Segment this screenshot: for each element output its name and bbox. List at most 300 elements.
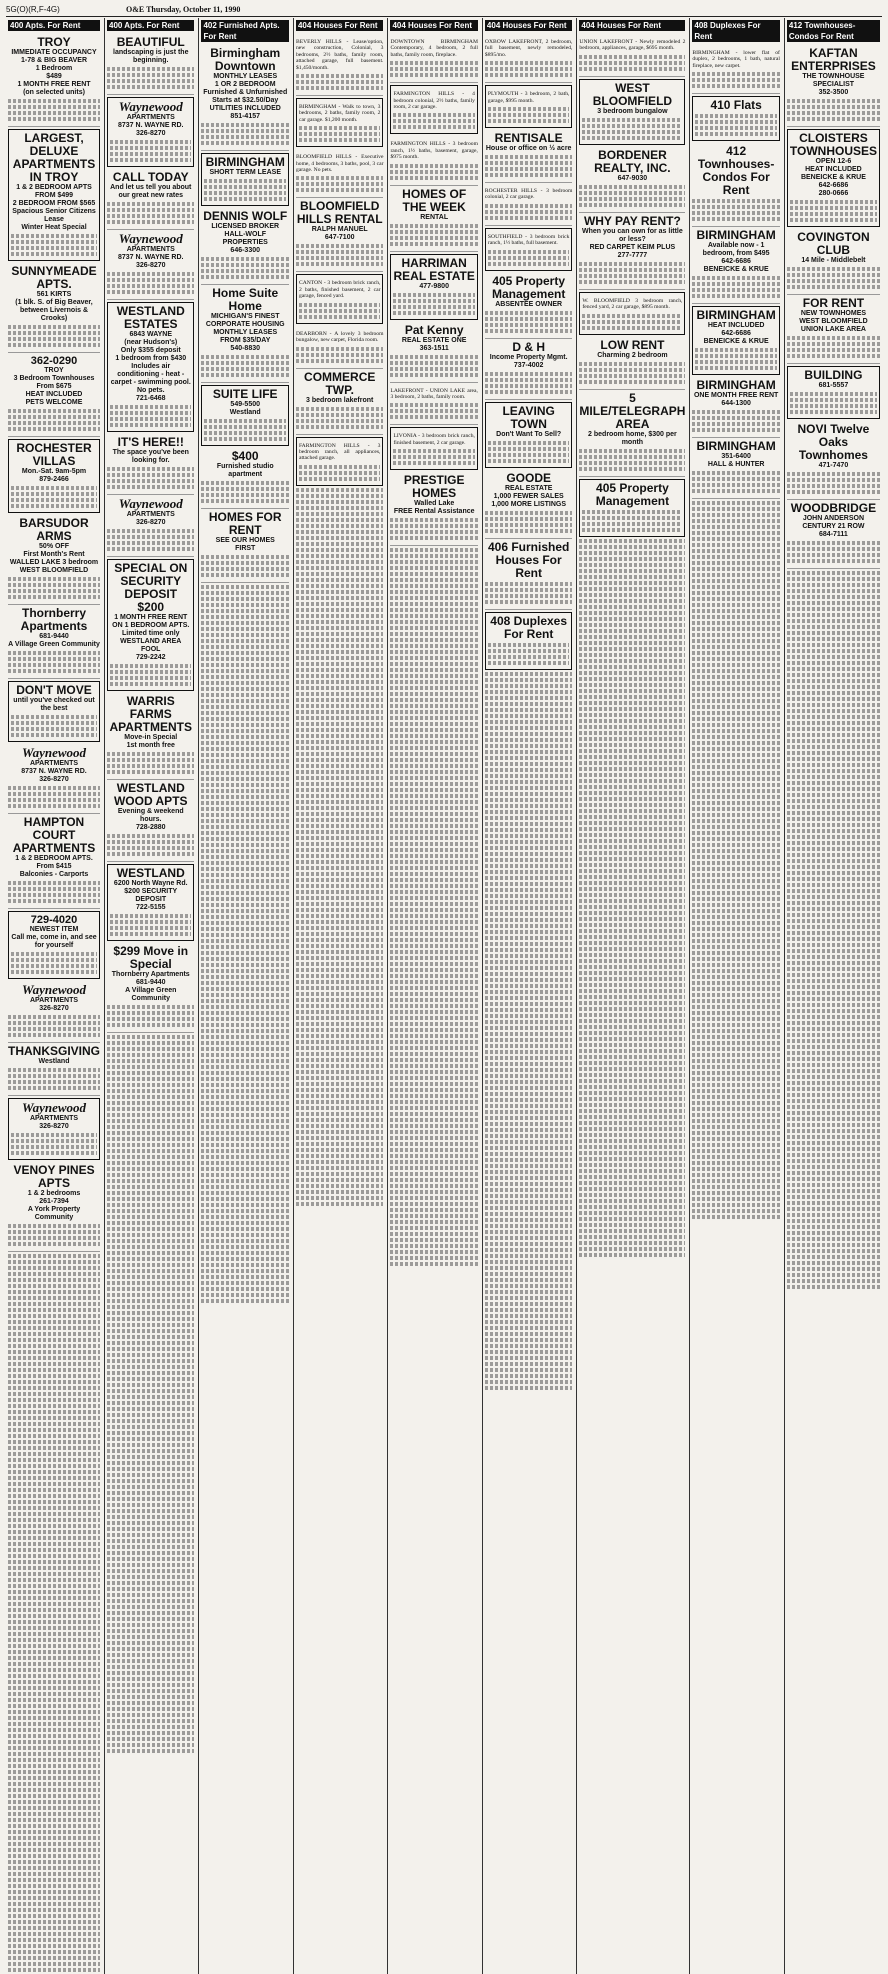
ad-title: FOR RENT — [802, 296, 865, 310]
body-text-filler — [692, 1011, 779, 1015]
classified-ad — [107, 434, 194, 495]
ad-text-filler — [485, 73, 572, 77]
ad-text-filler — [695, 366, 776, 370]
body-text-filler — [579, 563, 685, 567]
body-text-filler — [579, 1169, 685, 1173]
body-text-filler — [390, 752, 477, 756]
body-text-filler — [390, 794, 477, 798]
ad-text-filler — [485, 329, 572, 333]
body-text-filler — [8, 1896, 100, 1900]
ad-title: COMMERCE TWP. — [304, 369, 376, 397]
body-text-filler — [787, 1009, 880, 1013]
body-text-filler — [8, 1878, 100, 1882]
body-text-filler — [787, 601, 880, 605]
classified-ad — [296, 326, 383, 369]
ad-title: VENOY PINES APTS — [13, 1163, 95, 1190]
ad-line: APARTMENTS — [126, 511, 175, 518]
ad-title: 408 Duplexes For Rent — [490, 613, 568, 641]
body-text-filler — [8, 1752, 100, 1756]
body-text-filler — [107, 1131, 194, 1135]
body-text-filler — [787, 835, 880, 839]
body-text-filler — [107, 1437, 194, 1441]
ad-text-filler — [8, 1015, 100, 1019]
body-text-filler — [579, 665, 685, 669]
body-text-filler — [296, 818, 383, 822]
body-text-filler — [8, 1398, 100, 1402]
ad-text-filler — [110, 676, 191, 680]
body-text-filler — [485, 696, 572, 700]
ad-text-filler — [485, 311, 572, 315]
ad-text-filler — [8, 331, 100, 335]
ad-text-filler — [110, 158, 191, 162]
display-ad — [110, 562, 191, 662]
ad-text: OXBOW LAKEFRONT, 2 bedroom, full basement, newly remodeled, $895/mo. — [484, 39, 573, 58]
ad-line: (on selected units) — [23, 89, 85, 96]
body-text-filler — [579, 539, 685, 543]
body-text-filler — [485, 798, 572, 802]
body-text-filler — [107, 1509, 194, 1513]
classified-ad — [579, 34, 685, 77]
ad-text-filler — [110, 926, 191, 930]
body-text-filler — [390, 680, 477, 684]
classified-ad — [107, 302, 194, 432]
body-text-filler — [201, 681, 288, 685]
ad-title: WESTLAND — [116, 866, 185, 880]
body-text-filler — [692, 903, 779, 907]
body-text-filler — [787, 991, 880, 995]
body-text-filler — [107, 1215, 194, 1219]
body-text-filler — [8, 1500, 100, 1504]
body-text-filler — [692, 1059, 779, 1063]
body-text-filler — [485, 1080, 572, 1084]
body-text-filler — [787, 1105, 880, 1109]
ad-text-filler — [692, 78, 779, 82]
ad-text-filler — [8, 786, 100, 790]
body-text-filler — [8, 1764, 100, 1768]
ad-text-filler — [107, 67, 194, 71]
body-text-filler — [201, 873, 288, 877]
body-text-filler — [201, 1005, 288, 1009]
ad-text-filler — [8, 99, 100, 103]
body-text-filler — [8, 1812, 100, 1816]
ad-text-filler — [485, 588, 572, 592]
ad-line: 561 KIRTS — [36, 291, 72, 298]
body-text-filler — [390, 740, 477, 744]
body-text-filler — [8, 1404, 100, 1408]
ad-title: 405 Property Management — [491, 273, 566, 301]
ad-line: APARTMENTS — [126, 246, 175, 253]
ad-line: Evening & weekend hours. — [117, 808, 184, 823]
ad-text-filler — [201, 567, 288, 571]
ad-text-filler — [485, 517, 572, 521]
ad-text-filler — [695, 126, 776, 130]
body-text-filler — [8, 1704, 100, 1708]
ad-text-filler — [11, 486, 97, 490]
body-text-filler — [201, 1257, 288, 1261]
ad-text-filler — [299, 132, 380, 136]
body-text-filler — [485, 918, 572, 922]
body-text-filler — [296, 1100, 383, 1104]
ad-text-filler — [692, 199, 779, 203]
body-text-filler — [579, 1235, 685, 1239]
ad-line: Furnished & Unfurnished — [203, 89, 288, 96]
ad-text-filler — [393, 449, 474, 453]
body-text-filler — [107, 1689, 194, 1693]
body-text-filler — [390, 704, 477, 708]
ad-title: BARSUDOR ARMS — [19, 516, 89, 543]
ad-text-filler — [296, 407, 383, 411]
ad-line: 681-9440 — [135, 979, 166, 986]
ad-text-filler — [296, 182, 383, 186]
body-text-filler — [296, 914, 383, 918]
body-text-filler — [579, 569, 685, 573]
body-text-filler — [8, 1614, 100, 1618]
body-text-filler — [296, 602, 383, 606]
body-text-filler — [485, 840, 572, 844]
body-text-filler — [787, 757, 880, 761]
body-text-filler — [390, 806, 477, 810]
body-text-filler — [8, 1872, 100, 1876]
body-text-filler — [8, 1542, 100, 1546]
body-text-filler — [201, 849, 288, 853]
body-text-filler — [692, 891, 779, 895]
ad-line: SHORT TERM LEASE — [209, 169, 281, 176]
body-text-filler — [390, 650, 477, 654]
body-text-filler — [8, 1860, 100, 1864]
ad-text-filler — [8, 1027, 100, 1031]
ad-line: WEST BLOOMFIELD — [799, 318, 868, 325]
ad-text: BLOOMFIELD HILLS - Executive home, 4 bedrooms, 3 baths, pool, 3 car garage. No pets. — [295, 154, 384, 174]
ad-text-filler — [110, 152, 191, 156]
body-text-filler — [579, 887, 685, 891]
ad-text-filler — [390, 73, 477, 77]
body-text-filler — [296, 644, 383, 648]
body-text-filler — [692, 939, 779, 943]
body-text-filler — [485, 876, 572, 880]
ad-text-filler — [390, 530, 477, 534]
body-text-filler — [8, 1584, 100, 1588]
page-header — [6, 2, 882, 17]
ad-text-filler — [296, 413, 383, 417]
body-text-filler — [201, 609, 288, 613]
ad-line: HEAT INCLUDED — [805, 166, 862, 173]
body-text-filler — [296, 1058, 383, 1062]
body-text-filler — [390, 698, 477, 702]
body-text-filler — [692, 741, 779, 745]
body-text-filler — [485, 702, 572, 706]
body-text-filler — [579, 1121, 685, 1125]
body-text-filler — [107, 1233, 194, 1237]
classified-ad — [485, 539, 572, 610]
ad-text-filler — [582, 136, 682, 140]
body-text-filler — [485, 1146, 572, 1150]
body-text-filler — [787, 1195, 880, 1199]
body-text-filler — [579, 821, 685, 825]
body-text-filler — [8, 1800, 100, 1804]
body-text-filler — [107, 1563, 194, 1567]
ad-line: 3 Bedroom Townhouses — [13, 375, 95, 382]
ad-line: MONTHLY LEASES — [213, 73, 278, 80]
body-text-filler — [390, 686, 477, 690]
display-ad — [695, 309, 776, 346]
ad-text-filler — [790, 404, 877, 408]
classified-ad — [390, 472, 477, 546]
ad-text-filler — [8, 1230, 100, 1234]
body-text-filler — [579, 1061, 685, 1065]
body-text-filler — [485, 870, 572, 874]
classified-ad — [485, 402, 572, 468]
body-text-filler — [201, 789, 288, 793]
body-text-filler — [485, 768, 572, 772]
body-text-filler — [296, 692, 383, 696]
display-ad — [8, 607, 100, 649]
body-text-filler — [107, 1701, 194, 1705]
ad-line: 277-7777 — [617, 251, 648, 259]
body-text-filler — [107, 1251, 194, 1255]
ad-text-filler — [579, 262, 685, 266]
ad-line: The space you've been looking for. — [112, 449, 189, 464]
ad-text-filler — [390, 61, 477, 65]
body-text-filler — [787, 865, 880, 869]
ad-text: BIRMINGHAM - lower flat of duplex, 2 bedrooms, 1 bath, natural fireplace, new carpet. — [692, 50, 780, 69]
display-ad — [488, 615, 569, 641]
body-text-filler — [296, 758, 383, 762]
body-text-filler — [692, 549, 779, 553]
body-text-filler — [8, 1836, 100, 1840]
display-ad — [11, 684, 97, 713]
body-text-filler — [201, 1287, 288, 1291]
body-text-filler — [692, 687, 779, 691]
body-text-filler — [390, 1046, 477, 1050]
ad-text-filler — [8, 337, 100, 341]
body-text-filler — [8, 1488, 100, 1492]
body-text-filler — [579, 1013, 685, 1017]
display-ad — [692, 440, 779, 469]
ad-text: ROCHESTER HILLS - 3 bedroom colonial, 2 car garage. — [484, 188, 573, 201]
ad-text-filler — [695, 132, 776, 136]
classified-ad — [201, 45, 288, 151]
ad-text-filler — [107, 85, 194, 89]
ad-text-filler — [488, 107, 569, 111]
ad-text-filler — [692, 471, 779, 475]
ad-text: SOUTHFIELD - 3 bedroom brick ranch, 1½ baths, full basement. — [487, 233, 570, 247]
ad-line: Thornberry Apartments — [111, 971, 190, 978]
display-ad — [8, 36, 100, 97]
body-text-filler — [296, 590, 383, 594]
section-heading: 402 Furnished Apts. For Rent — [201, 20, 288, 42]
classified-ad — [8, 1098, 100, 1160]
ad-text-filler — [107, 758, 194, 762]
body-text-filler — [787, 1243, 880, 1247]
body-text-filler — [296, 1094, 383, 1098]
ad-line: 737-4002 — [513, 361, 544, 369]
display-ad — [110, 100, 191, 138]
body-text-filler — [296, 926, 383, 930]
body-text-filler — [579, 785, 685, 789]
body-text-filler — [485, 1320, 572, 1324]
body-text-filler — [107, 1443, 194, 1447]
body-text-filler — [787, 1081, 880, 1085]
body-text-filler — [8, 1446, 100, 1450]
ad-text-filler — [11, 1145, 97, 1149]
ad-line: RED CARPET KEIM PLUS — [589, 243, 676, 251]
body-text-filler — [390, 782, 477, 786]
ad-line: Westland — [38, 1058, 70, 1065]
classified-ad — [107, 559, 194, 691]
ad-line: Limited time only — [121, 630, 180, 637]
body-text-filler — [8, 1290, 100, 1294]
display-ad — [579, 215, 685, 260]
body-text-filler — [390, 1238, 477, 1242]
ad-text-filler — [787, 354, 880, 358]
ad-line: REAL ESTATE — [504, 484, 553, 492]
classified-ad — [692, 227, 779, 304]
ad-text-filler — [790, 206, 877, 210]
body-text-filler — [201, 1179, 288, 1183]
ad-logo: Waynewood — [118, 99, 183, 114]
ad-line: 684-7111 — [819, 531, 848, 538]
display-ad — [790, 369, 877, 390]
body-text-filler — [8, 1302, 100, 1306]
body-text-filler — [485, 1188, 572, 1192]
ad-line: Spacious Senior Citizens Lease — [12, 208, 96, 223]
body-text-filler — [107, 1431, 194, 1435]
body-text-filler — [485, 834, 572, 838]
body-text-filler — [296, 764, 383, 768]
ad-text-filler — [201, 573, 288, 577]
ad-text-filler — [390, 236, 477, 240]
body-text-filler — [107, 1125, 194, 1129]
ad-text-filler — [107, 214, 194, 218]
body-text-filler — [787, 625, 880, 629]
body-text-filler — [579, 773, 685, 777]
ad-text: BEVERLY HILLS - Lease/option, new construction, Colonial, 3 bedrooms, 2½ baths, family room, attached garage, full basement. $1,450/month. — [295, 39, 384, 71]
body-text-filler — [579, 1187, 685, 1191]
ad-logo: Waynewood — [21, 1100, 87, 1115]
ad-text-filler — [8, 583, 100, 587]
ad-text-filler — [11, 721, 97, 725]
ad-title: DON'T MOVE — [16, 683, 92, 697]
ad-text: W. BLOOMFIELD 3 bedroom ranch, fenced yard, 2 car garage, $895 month. — [582, 297, 683, 311]
body-text-filler — [485, 846, 572, 850]
classified-ad — [107, 34, 194, 95]
body-text-filler — [787, 817, 880, 821]
ad-line: 3 bedroom lakefront — [306, 396, 374, 404]
ad-text-filler — [201, 355, 288, 359]
body-text-filler — [692, 1149, 779, 1153]
body-text-filler — [8, 1686, 100, 1690]
ad-title: HAMPTON COURT APARTMENTS — [12, 815, 96, 855]
ad-title: BLOOMFIELD HILLS RENTAL — [296, 199, 383, 227]
body-text-filler — [107, 1239, 194, 1243]
body-text-filler — [485, 1380, 572, 1384]
body-text-filler — [296, 1040, 383, 1044]
ad-text-filler — [390, 373, 477, 377]
body-text-filler — [485, 1128, 572, 1132]
body-text-filler — [390, 560, 477, 564]
ad-line: Only $355 deposit — [120, 347, 181, 354]
body-text-filler — [787, 1075, 880, 1079]
ad-text-filler — [787, 559, 880, 563]
body-text-filler — [390, 674, 477, 678]
body-text-filler — [201, 633, 288, 637]
ad-text-filler — [582, 516, 682, 520]
body-text-filler — [390, 884, 477, 888]
classified-ad — [485, 85, 572, 128]
body-text-filler — [296, 1088, 383, 1092]
body-text-filler — [390, 1244, 477, 1248]
body-text-filler — [692, 885, 779, 889]
ad-text-filler — [692, 205, 779, 209]
body-text-filler — [787, 613, 880, 617]
classified-ad — [787, 229, 880, 295]
ad-line: UTILITIES INCLUDED — [209, 105, 281, 112]
body-text-filler — [579, 653, 685, 657]
body-text-filler — [8, 1512, 100, 1516]
body-text-filler — [107, 1539, 194, 1543]
body-text-filler — [579, 1109, 685, 1113]
body-text-filler — [296, 500, 383, 504]
body-text-filler — [692, 783, 779, 787]
body-text-filler — [107, 1161, 194, 1165]
body-text-filler — [692, 843, 779, 847]
body-text-filler — [107, 1173, 194, 1177]
ad-text-filler — [790, 200, 877, 204]
body-text-filler — [692, 579, 779, 583]
body-text-filler — [485, 1074, 572, 1078]
ad-text-filler — [107, 473, 194, 477]
body-text-filler — [201, 1149, 288, 1153]
ad-text-filler — [485, 511, 572, 515]
body-text-filler — [787, 769, 880, 773]
body-text-filler — [485, 1032, 572, 1036]
body-text-filler — [201, 1245, 288, 1249]
body-text-filler — [579, 1115, 685, 1119]
body-text-filler — [787, 925, 880, 929]
ad-text-filler — [695, 354, 776, 358]
body-text-filler — [787, 913, 880, 917]
body-text-filler — [107, 1425, 194, 1429]
body-text-filler — [579, 1031, 685, 1035]
body-text-filler — [201, 897, 288, 901]
body-text-filler — [390, 1010, 477, 1014]
body-text-filler — [201, 1101, 288, 1105]
ad-text-filler — [692, 489, 779, 493]
body-text-filler — [107, 1293, 194, 1297]
body-text-filler — [201, 1119, 288, 1123]
body-text-filler — [390, 1004, 477, 1008]
body-text-filler — [201, 591, 288, 595]
body-text-filler — [390, 848, 477, 852]
classified-ad — [8, 1162, 100, 1252]
body-text-filler — [485, 1344, 572, 1348]
display-ad — [11, 132, 97, 232]
ad-text-filler — [787, 472, 880, 476]
ad-text-filler — [393, 293, 474, 297]
classified-ad — [579, 147, 685, 213]
body-text-filler — [296, 1064, 383, 1068]
body-text-filler — [579, 791, 685, 795]
body-text-filler — [579, 1163, 685, 1167]
ad-title: TROY — [37, 35, 71, 49]
display-ad — [8, 983, 100, 1013]
body-text-filler — [201, 675, 288, 679]
ad-text-filler — [579, 203, 685, 207]
body-text-filler — [296, 782, 383, 786]
classified-column — [576, 18, 687, 1974]
ad-line: Mon.-Sat. 9am-5pm — [21, 468, 87, 475]
body-text-filler — [579, 1157, 685, 1161]
